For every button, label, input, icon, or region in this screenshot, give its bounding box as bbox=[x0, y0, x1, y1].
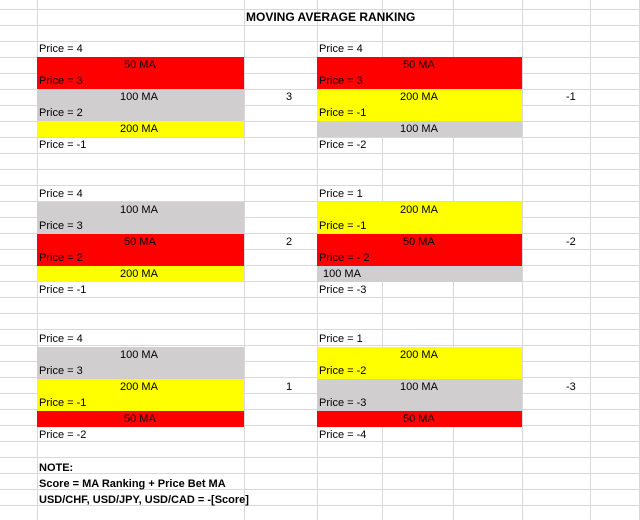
left-price-3[interactable]: Price = 2 bbox=[39, 107, 83, 119]
note-formula[interactable]: Score = MA Ranking + Price Bet MA bbox=[39, 478, 226, 490]
right-price-3[interactable]: Price = - 2 bbox=[319, 252, 370, 264]
right-ma-label-1[interactable]: 50 MA bbox=[403, 59, 435, 71]
left-ma-label-2[interactable]: 200 MA bbox=[120, 381, 158, 393]
right-price-3[interactable]: Price = -3 bbox=[319, 397, 367, 409]
right-price-2[interactable]: Price = -2 bbox=[319, 365, 367, 377]
left-score[interactable]: 1 bbox=[286, 381, 293, 393]
left-price-4[interactable]: Price = -1 bbox=[39, 139, 87, 151]
left-ma-label-2[interactable]: 100 MA bbox=[120, 91, 158, 103]
left-ma-label-1[interactable]: 100 MA bbox=[120, 349, 158, 361]
right-score[interactable]: -1 bbox=[566, 91, 576, 103]
right-score[interactable]: -3 bbox=[566, 381, 576, 393]
right-ma-label-2[interactable]: 100 MA bbox=[400, 381, 438, 393]
right-price-2[interactable]: Price = -1 bbox=[319, 220, 367, 232]
left-price-4[interactable]: Price = -2 bbox=[39, 429, 87, 441]
left-ma-label-3[interactable]: 200 MA bbox=[120, 123, 158, 135]
left-ma-label-1[interactable]: 50 MA bbox=[124, 59, 156, 71]
left-price-2[interactable]: Price = 3 bbox=[39, 365, 83, 377]
right-price-3[interactable]: Price = -1 bbox=[319, 107, 367, 119]
right-price-1[interactable]: Price = 1 bbox=[319, 188, 363, 200]
left-score[interactable]: 3 bbox=[286, 91, 293, 103]
right-price-1[interactable]: Price = 1 bbox=[319, 333, 363, 345]
right-ma-label-3[interactable]: 50 MA bbox=[403, 413, 435, 425]
right-ma-label-3[interactable]: 100 MA bbox=[400, 123, 438, 135]
left-price-2[interactable]: Price = 3 bbox=[39, 220, 83, 232]
note-usd-pairs[interactable]: USD/CHF, USD/JPY, USD/CAD = -[Score] bbox=[39, 494, 249, 506]
left-price-1[interactable]: Price = 4 bbox=[39, 188, 83, 200]
right-ma-label-1[interactable]: 200 MA bbox=[400, 204, 438, 216]
right-price-1[interactable]: Price = 4 bbox=[319, 43, 363, 55]
left-ma-label-2[interactable]: 50 MA bbox=[124, 236, 156, 248]
left-price-1[interactable]: Price = 4 bbox=[39, 333, 83, 345]
right-ma-label-2[interactable]: 200 MA bbox=[400, 91, 438, 103]
right-price-4[interactable]: Price = -2 bbox=[319, 139, 367, 151]
left-price-2[interactable]: Price = 3 bbox=[39, 75, 83, 87]
right-price-4[interactable]: Price = -3 bbox=[319, 284, 367, 296]
right-ma-label-3[interactable]: 100 MA bbox=[323, 268, 361, 280]
left-price-3[interactable]: Price = 2 bbox=[39, 252, 83, 264]
right-price-4[interactable]: Price = -4 bbox=[319, 429, 367, 441]
left-score[interactable]: 2 bbox=[286, 236, 293, 248]
left-ma-label-3[interactable]: 200 MA bbox=[120, 268, 158, 280]
left-price-4[interactable]: Price = -1 bbox=[39, 284, 87, 296]
right-ma-label-1[interactable]: 200 MA bbox=[400, 349, 438, 361]
left-ma-label-1[interactable]: 100 MA bbox=[120, 204, 158, 216]
right-ma-label-2[interactable]: 50 MA bbox=[403, 236, 435, 248]
left-price-3[interactable]: Price = -1 bbox=[39, 397, 87, 409]
left-ma-label-3[interactable]: 50 MA bbox=[124, 413, 156, 425]
sheet-title: MOVING AVERAGE RANKING bbox=[246, 10, 416, 24]
right-price-2[interactable]: Price = 3 bbox=[319, 75, 363, 87]
note-heading[interactable]: NOTE: bbox=[39, 462, 74, 474]
left-price-1[interactable]: Price = 4 bbox=[39, 43, 83, 55]
right-score[interactable]: -2 bbox=[566, 236, 576, 248]
